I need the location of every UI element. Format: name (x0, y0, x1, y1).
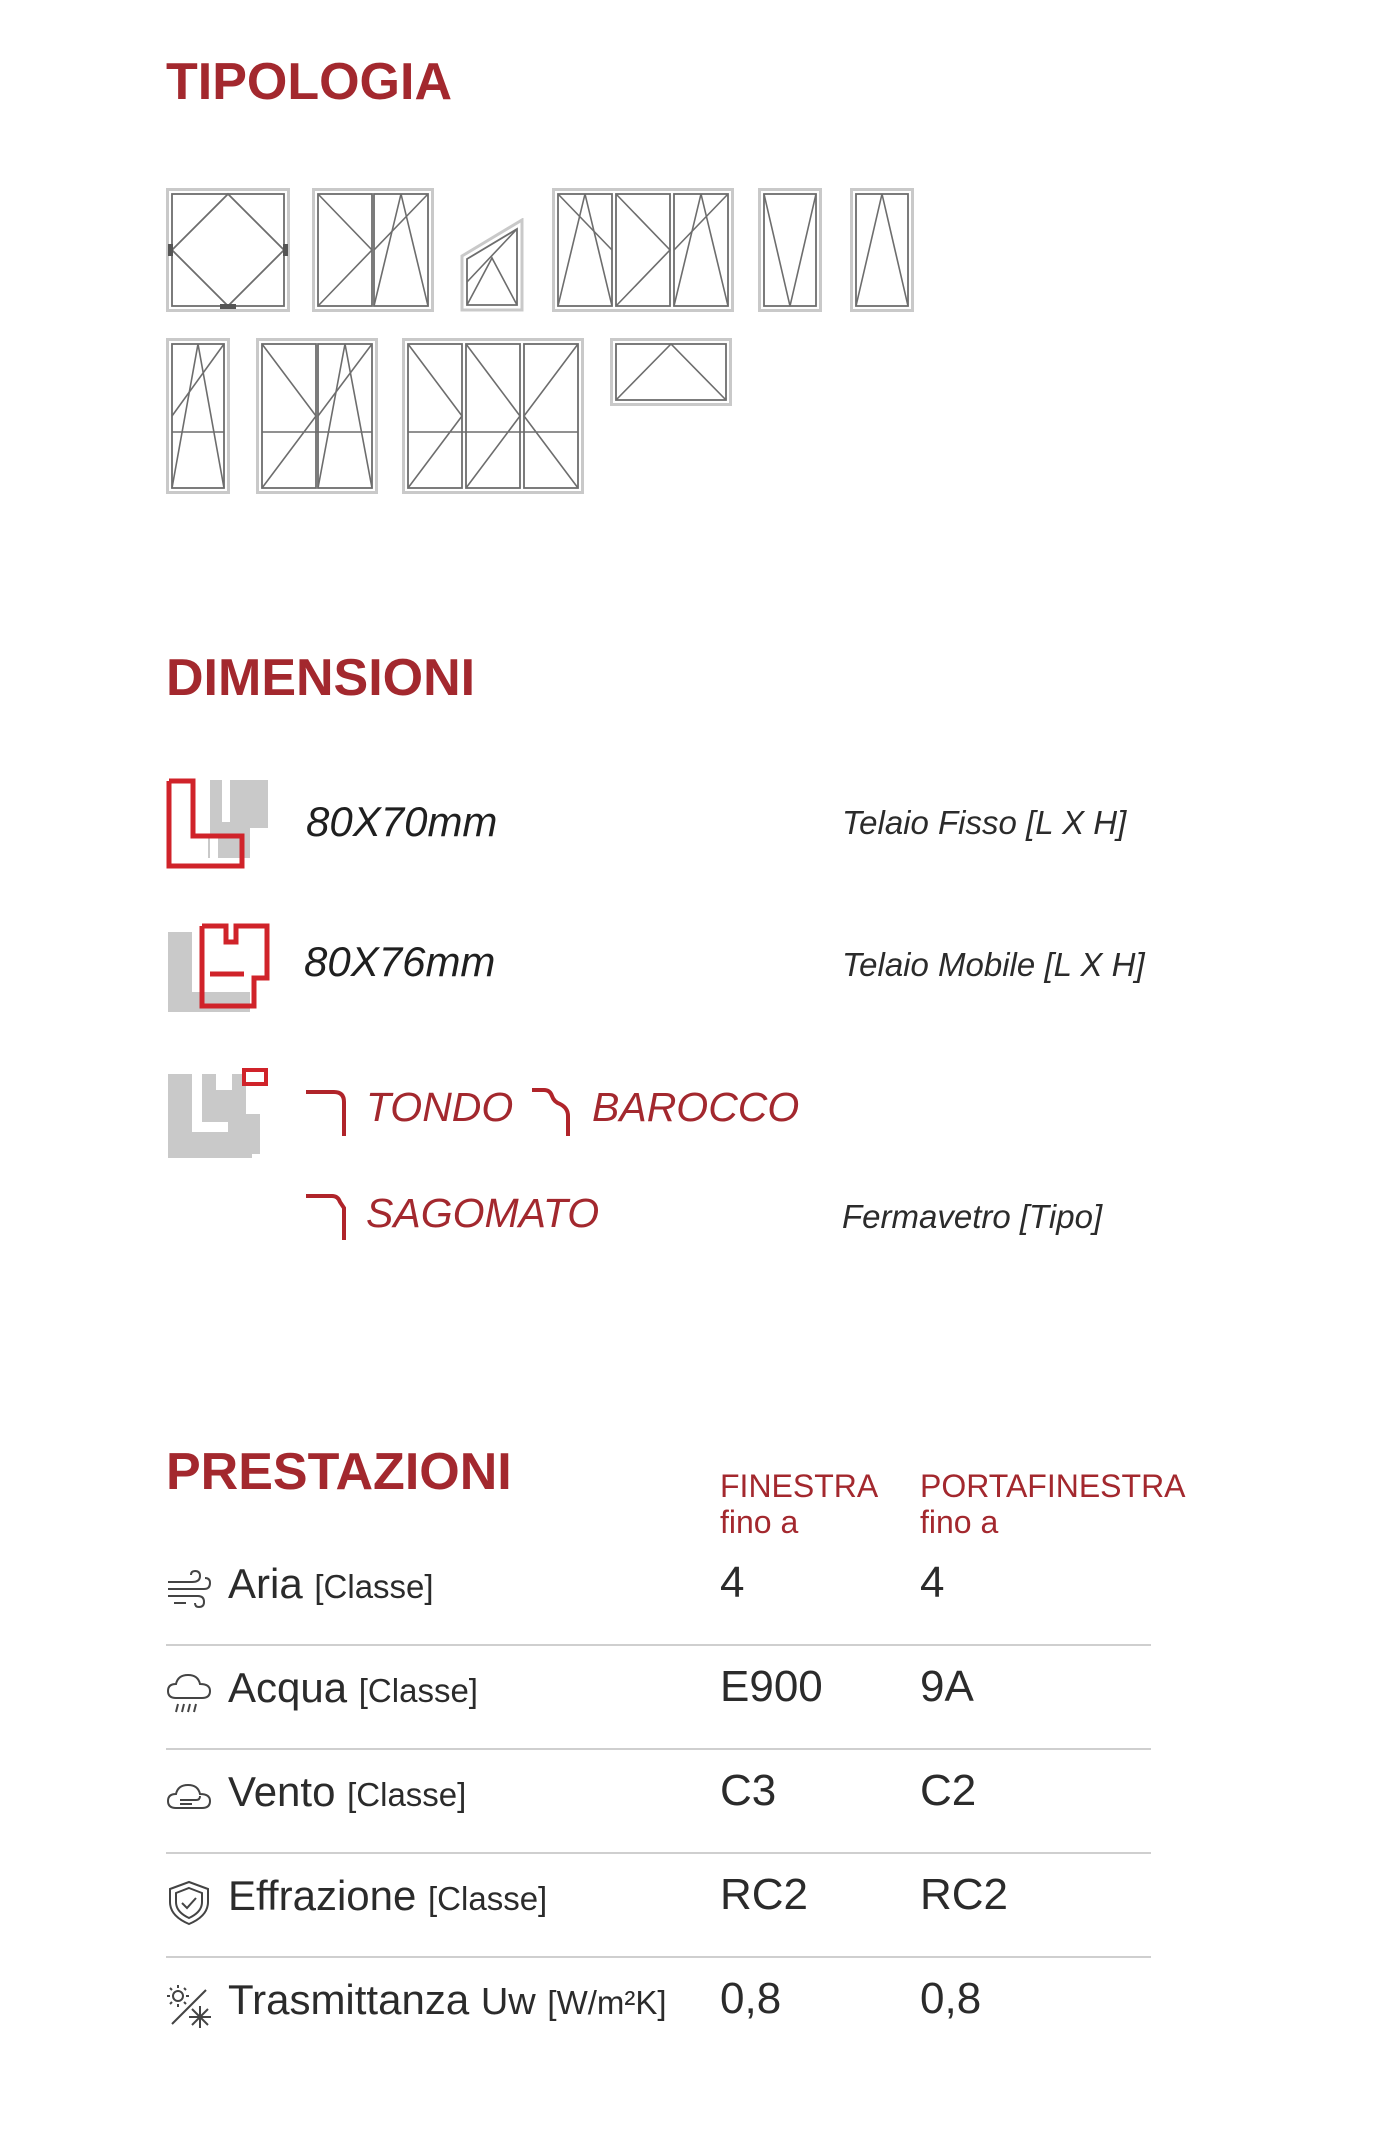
window-type-door-double (256, 338, 378, 494)
value-finestra-acqua: E900 (720, 1662, 823, 1711)
row-unit-acqua: [Classe] (358, 1672, 478, 1709)
section-title-dimensioni: DIMENSIONI (166, 649, 476, 707)
table-row-effrazione (166, 1852, 1151, 1958)
telaio-mobile-label: Telaio Mobile [L X H] (842, 946, 1145, 983)
row-unit-effrazione: [Classe] (428, 1880, 548, 1917)
telaio-fisso-label: Telaio Fisso [L X H] (842, 804, 1127, 841)
row-name-vento: Vento (228, 1768, 336, 1815)
column-header-portafinestra-line1: PORTAFINESTRA (920, 1468, 1186, 1504)
row-name-acqua: Acqua (228, 1664, 348, 1711)
fermavetro-profile-icon (166, 1066, 270, 1165)
fermavetro-sagomato-icon (304, 1192, 350, 1247)
row-label-aria (228, 1560, 434, 1608)
table-row-aria (166, 1540, 1151, 1646)
section-title-prestazioni: PRESTAZIONI (166, 1443, 512, 1501)
value-portafinestra-acqua: 9A (920, 1662, 974, 1711)
fermavetro-option-barocco: BAROCCO (592, 1084, 800, 1130)
column-header-portafinestra (920, 1468, 1186, 1540)
window-type-triple-sash (552, 188, 734, 312)
shield-check-icon (166, 1880, 212, 1926)
row-unit-trasmittanza: [W/m²K] (547, 1984, 667, 2021)
wind-cloud-icon (166, 1776, 212, 1822)
window-type-tilt-turn-diamond (166, 188, 290, 312)
table-row-vento (166, 1748, 1151, 1854)
row-name-trasmittanza: Trasmittanza (228, 1976, 470, 2023)
row-unit-aria: [Classe] (314, 1568, 434, 1605)
column-header-portafinestra-line2: fino a (920, 1504, 999, 1540)
value-portafinestra-effrazione: RC2 (920, 1870, 1009, 1919)
fermavetro-option-sagomato: SAGOMATO (366, 1190, 600, 1236)
value-finestra-vento: C3 (720, 1766, 777, 1815)
fermavetro-barocco-icon (530, 1086, 576, 1143)
row-label-acqua (228, 1664, 478, 1712)
column-header-finestra-line2: fino a (720, 1504, 799, 1540)
window-type-door-triple (402, 338, 584, 494)
row-label-effrazione (228, 1872, 547, 1920)
row-name-aria: Aria (228, 1560, 303, 1607)
row-name-effrazione: Effrazione (228, 1872, 417, 1919)
window-type-door-single (166, 338, 230, 494)
window-type-transom (610, 338, 732, 406)
fermavetro-tondo-icon (304, 1088, 350, 1143)
row-label-trasmittanza (228, 1976, 667, 2024)
window-type-single-tilt (758, 188, 822, 312)
table-row-acqua (166, 1644, 1151, 1750)
fermavetro-option-tondo: TONDO (366, 1084, 514, 1130)
window-type-single-turn (850, 188, 914, 312)
telaio-fisso-value: 80X70mm (306, 798, 498, 845)
value-finestra-effrazione: RC2 (720, 1870, 809, 1919)
section-title-tipologia: TIPOLOGIA (166, 53, 452, 111)
column-header-finestra (720, 1468, 878, 1540)
window-type-double-sash (312, 188, 434, 312)
value-finestra-aria: 4 (720, 1558, 745, 1607)
row-label-vento (228, 1768, 466, 1816)
row-unit-vento: [Classe] (347, 1776, 467, 1813)
row-unit-prefix-trasmittanza: Uw (480, 1981, 536, 2023)
rain-cloud-icon (166, 1672, 212, 1718)
value-finestra-trasmittanza: 0,8 (720, 1974, 782, 2023)
table-row-trasmittanza (166, 1956, 1151, 2060)
telaio-fisso-profile-icon (166, 778, 270, 875)
value-portafinestra-vento: C2 (920, 1766, 977, 1815)
fermavetro-label: Fermavetro [Tipo] (842, 1198, 1103, 1235)
sun-snow-icon (166, 1984, 212, 2030)
value-portafinestra-trasmittanza: 0,8 (920, 1974, 982, 2023)
window-type-trapezoid (460, 218, 524, 312)
value-portafinestra-aria: 4 (920, 1558, 945, 1607)
wind-icon (166, 1568, 212, 1614)
column-header-finestra-line1: FINESTRA (720, 1468, 879, 1504)
telaio-mobile-profile-icon (166, 922, 270, 1019)
telaio-mobile-value: 80X76mm (304, 938, 496, 985)
